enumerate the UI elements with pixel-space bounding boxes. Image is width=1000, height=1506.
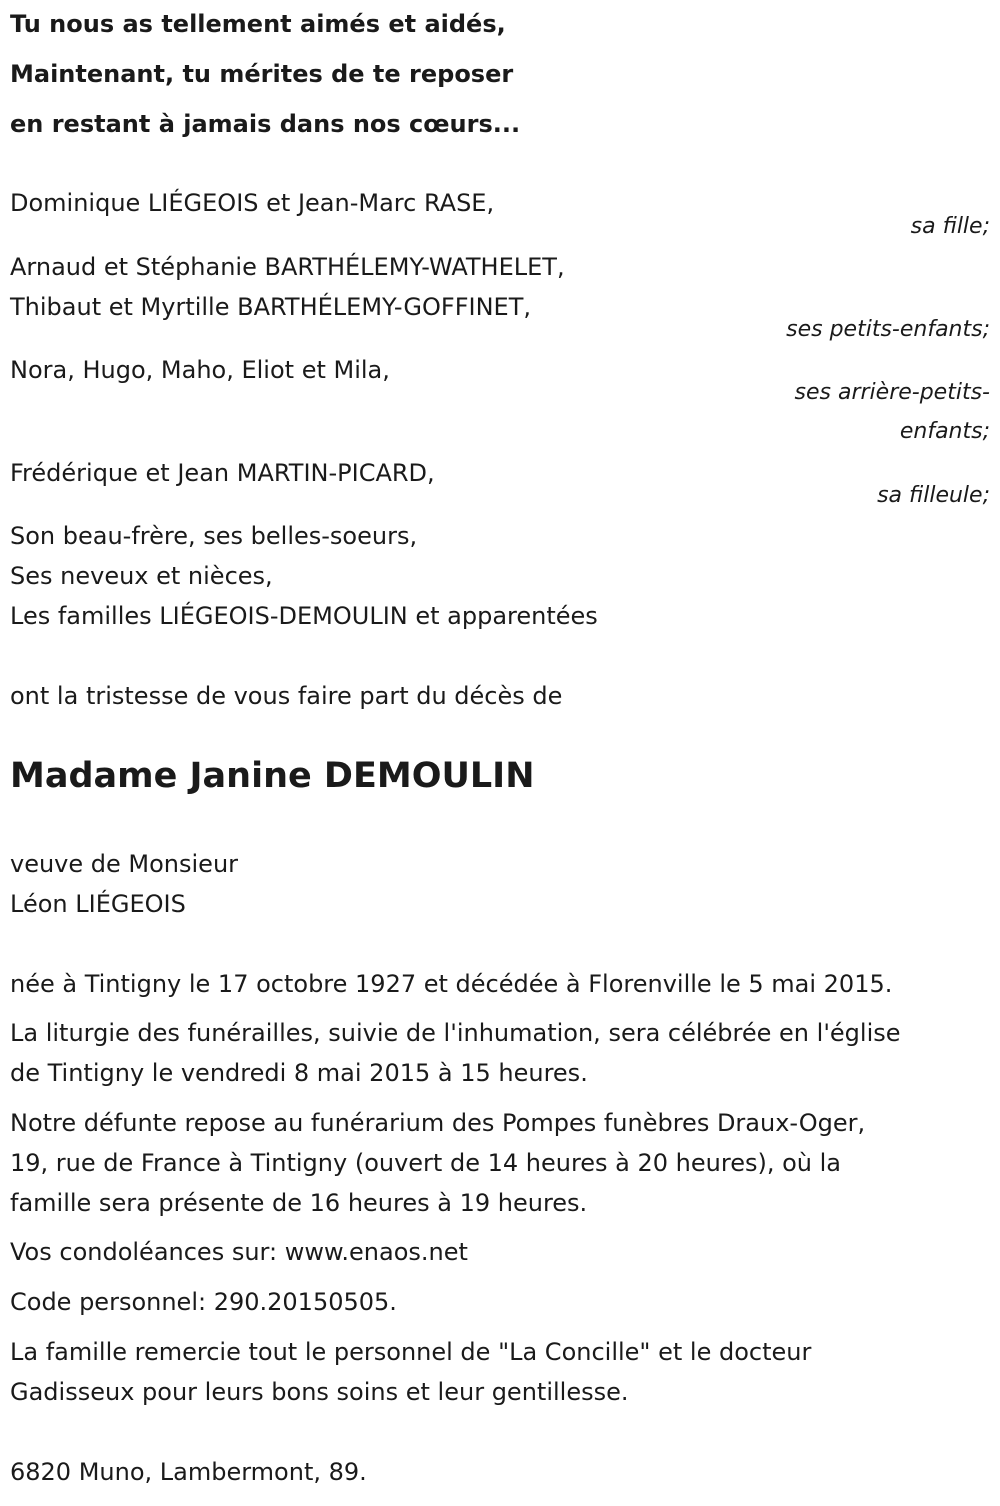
rest-line-2: 19, rue de France à Tintigny (ouvert de 14 heures à 20 heures), où la — [10, 1149, 841, 1177]
birth-death: née à Tintigny le 17 octobre 1927 et décédée à Florenville le 5 mai 2015. — [10, 970, 893, 998]
poem-line-1: Tu nous as tellement aimés et aidés, — [10, 10, 506, 38]
personal-code: Code personnel: 290.20150505. — [10, 1288, 397, 1316]
liturgy-line-1: La liturgie des funérailles, suivie de l'inhumation, sera célébrée en l'église — [10, 1019, 901, 1047]
poem-line-2: Maintenant, tu mérites de te reposer — [10, 60, 514, 88]
widow-of-line-1: veuve de Monsieur — [10, 850, 239, 878]
daughter-names: Dominique LIÉGEOIS et Jean-Marc RASE, — [10, 189, 495, 217]
goddaughter-names: Frédérique et Jean MARTIN-PICARD, — [10, 459, 435, 487]
deceased-name: Madame Janine DEMOULIN — [10, 756, 535, 796]
rest-line-3: famille sera présente de 16 heures à 19 heures. — [10, 1189, 588, 1217]
great-grandchildren-relation-1: ses arrière-petits- — [794, 380, 990, 405]
liturgy-line-2: de Tintigny le vendredi 8 mai 2015 à 15 heures. — [10, 1059, 588, 1087]
thanks-line-2: Gadisseux pour leurs bons soins et leur gentillesse. — [10, 1378, 629, 1406]
grandchildren-relation: ses petits-enfants; — [786, 317, 990, 342]
daughter-relation: sa fille; — [910, 214, 990, 239]
other-family-line-3: Les familles LIÉGEOIS-DEMOULIN et apparentées — [10, 602, 598, 630]
widow-of-line-2: Léon LIÉGEOIS — [10, 890, 186, 918]
condolences: Vos condoléances sur: www.enaos.net — [10, 1238, 468, 1266]
goddaughter-relation: sa filleule; — [877, 483, 990, 508]
address: 6820 Muno, Lambermont, 89. — [10, 1458, 367, 1486]
other-family-line-1: Son beau-frère, ses belles-soeurs, — [10, 522, 418, 550]
announcement: ont la tristesse de vous faire part du décès de — [10, 682, 563, 710]
grandchildren-line-2: Thibaut et Myrtille BARTHÉLEMY-GOFFINET, — [10, 293, 531, 321]
thanks-line-1: La famille remercie tout le personnel de "La Concille" et le docteur — [10, 1338, 812, 1366]
great-grandchildren-names: Nora, Hugo, Maho, Eliot et Mila, — [10, 356, 390, 384]
poem-line-3: en restant à jamais dans nos cœurs... — [10, 110, 521, 138]
other-family-line-2: Ses neveux et nièces, — [10, 562, 273, 590]
grandchildren-line-1: Arnaud et Stéphanie BARTHÉLEMY-WATHELET, — [10, 253, 565, 281]
great-grandchildren-relation-2: enfants; — [899, 419, 990, 444]
rest-line-1: Notre défunte repose au funérarium des Pompes funèbres Draux-Oger, — [10, 1109, 866, 1137]
